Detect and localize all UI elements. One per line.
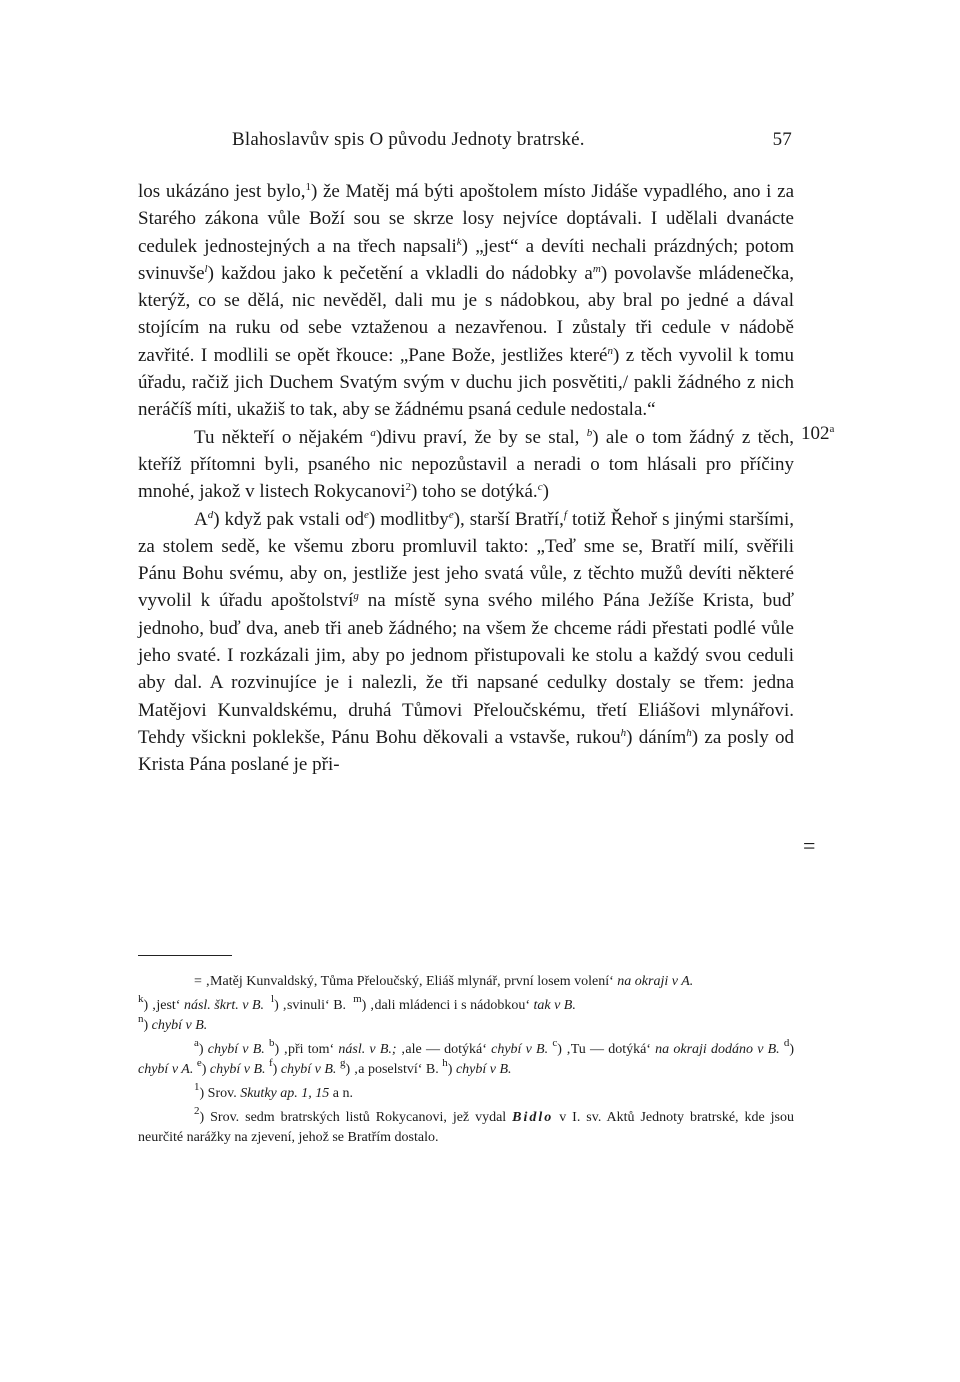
note-reference: h: [620, 726, 627, 739]
note-reference: c: [537, 481, 543, 494]
paragraph-3: [138, 506, 794, 779]
note-reference: 2: [405, 481, 412, 494]
footnote-margin: = ‚Matěj Kunvaldský, Tůma Přeloučský, Eliáš mlynář, první losem volení‘ na okraji v A.: [194, 974, 694, 989]
text-run: ) každou jako k pečetění a vkladli do nádobky a: [207, 262, 593, 284]
footnote-variants-a-h: $^a$) chybí v B. $^b$) ‚při tom‘ násl. v B.; ‚ale — dotýká‘ chybí v B. $^c$) ‚Tu — dotýká‘ na okraji dodáno v B. $^d$) chybí v A. $^e$) chybí v B. $^f$) chybí v B. $^g$) ‚a poselství‘ B. $^h$) chybí v B.: [138, 1037, 795, 1077]
text-run: ) dáním: [626, 726, 687, 748]
running-header: [232, 129, 792, 151]
note-reference: 1: [305, 181, 311, 193]
note-reference: h: [686, 726, 692, 739]
text-run: totiž Řehoř s jinými staršími, za stolem sedě, ke všemu zboru promluvil takto: „Teď sme se, Bratří milí, svěřili Pánu Bohu svému, aby on, jestliže jest jeho svatá vůle, z těchto mužů devíti některé vyvolil k úřadu apoštolství: [138, 508, 794, 612]
note-reference: k: [456, 235, 462, 248]
footnote-variants-k-n: $^k$) ‚jest‘ násl. škrt. v B. $^l$) ‚svinuli‘ B. $^m$) ‚dali mládenci i s nádobkou‘ tak v B. $^n$) chybí v B.: [138, 993, 576, 1033]
main-text: [138, 178, 794, 779]
text-run: ), starší Bratří,: [453, 508, 564, 530]
text-run: ) že Matěj má býti apoštolem místo Jidáše vypadlého, ano i za Starého zákona vůle Boží sou se skrze losy nejvíce doptávali. I udělali dvanácte cedulek jednostejných a na třech napsali: [138, 181, 795, 257]
running-title: Blahoslavův spis O původu Jednoty bratrské.: [232, 129, 585, 150]
text-run: ) za posly od Krista Pána poslané je při-: [138, 726, 794, 776]
folio-marker: 102$^a$: [801, 423, 835, 444]
text-run: Tu někteří o nějakém: [194, 426, 371, 448]
note-reference: l: [204, 262, 208, 275]
paragraph-2: [138, 424, 794, 506]
note-reference: e: [364, 508, 369, 521]
footnote-ref-1: $^1$) Srov. Skutky ap. 1, 15 a n.: [194, 1081, 353, 1101]
note-reference: b: [586, 426, 593, 439]
text-run: ) toho se dotýká.: [411, 481, 538, 503]
text-run: na místě syna svého milého Pána Ježíše Krista, buď jednoho, buď dva, aneb tři aneb žádného; na všem že chceme rádi přestati podlé vůle jeho svaté. I rozkázali jim, aby po jednom přistupovali ke stolu a každý svou ceduli aby dal. A rozvinujíce je i nalezli, že tři napsané cedulky dostaly se třem: jedna Matějovi Kunvaldskému, druhá Tůmovi Přeloučskému, třetí Eliášovi mlynářovi. Tehdy všickni poklekše, Pánu Bohu děkovali a vstavše, rukou: [138, 590, 794, 748]
text-run: los ukázáno jest bylo,: [138, 181, 306, 202]
note-reference: m: [592, 262, 601, 275]
text-run: ) modlitby: [368, 508, 449, 530]
text-run: ) ale o tom žádný z těch, kteříž přítomni byli, psaného nic nepozůstavil a neradi o tom hlásali pro příčiny mnohé, jakož v listech Rokycanovi: [138, 426, 794, 503]
note-reference: g: [353, 590, 359, 603]
text-run: ) z těch vyvolil k tomu úřadu, račiž jich Duchem Svatým svým v duchu jich posvětiti,/ pakli žádného z nich neráčíš míti, ukažiš to tak, aby se žádnému psaná cedule nedostala.“: [138, 344, 794, 421]
text-run: ) když pak vstali od: [213, 508, 364, 530]
footnote-ref-2: $^2$) Srov. sedm bratrských listů Rokycanovi, jež vydal Bidlo v I. sv. Aktů Jednoty bratrské, kde jsou neurčité narážky na zjevení, jehož se Bratřím dostalo.: [138, 1105, 795, 1145]
footnote-rule: [138, 955, 232, 956]
note-reference: n: [607, 344, 613, 357]
note-reference: f: [563, 508, 567, 521]
margin-mark: =: [803, 833, 816, 858]
text-run: )divu praví, že by se stal,: [375, 426, 587, 448]
text-run: A: [194, 508, 208, 530]
note-reference: e: [448, 508, 454, 521]
text-run: ) „jest“ a devíti nechali prázdných; potom svinuvše: [138, 235, 794, 284]
text-run: ): [542, 481, 549, 503]
note-reference: d: [207, 508, 214, 521]
note-reference: a: [370, 426, 376, 439]
paragraph-1: [138, 178, 794, 424]
footnotes: [138, 972, 794, 1152]
page-number: 57: [772, 129, 792, 150]
text-run: ) povolavše mládenečka, kterýž, co se dělá, nic nevěděl, dali mu je s nádobkou, aby bral po jedné a dával stojícím na ruku od sebe vztaženou a nezavřenou. I zůstaly tři cedule v nádobě zavřité. I modlili se opět řkouce: „Pane Bože, jestližes které: [138, 262, 795, 366]
